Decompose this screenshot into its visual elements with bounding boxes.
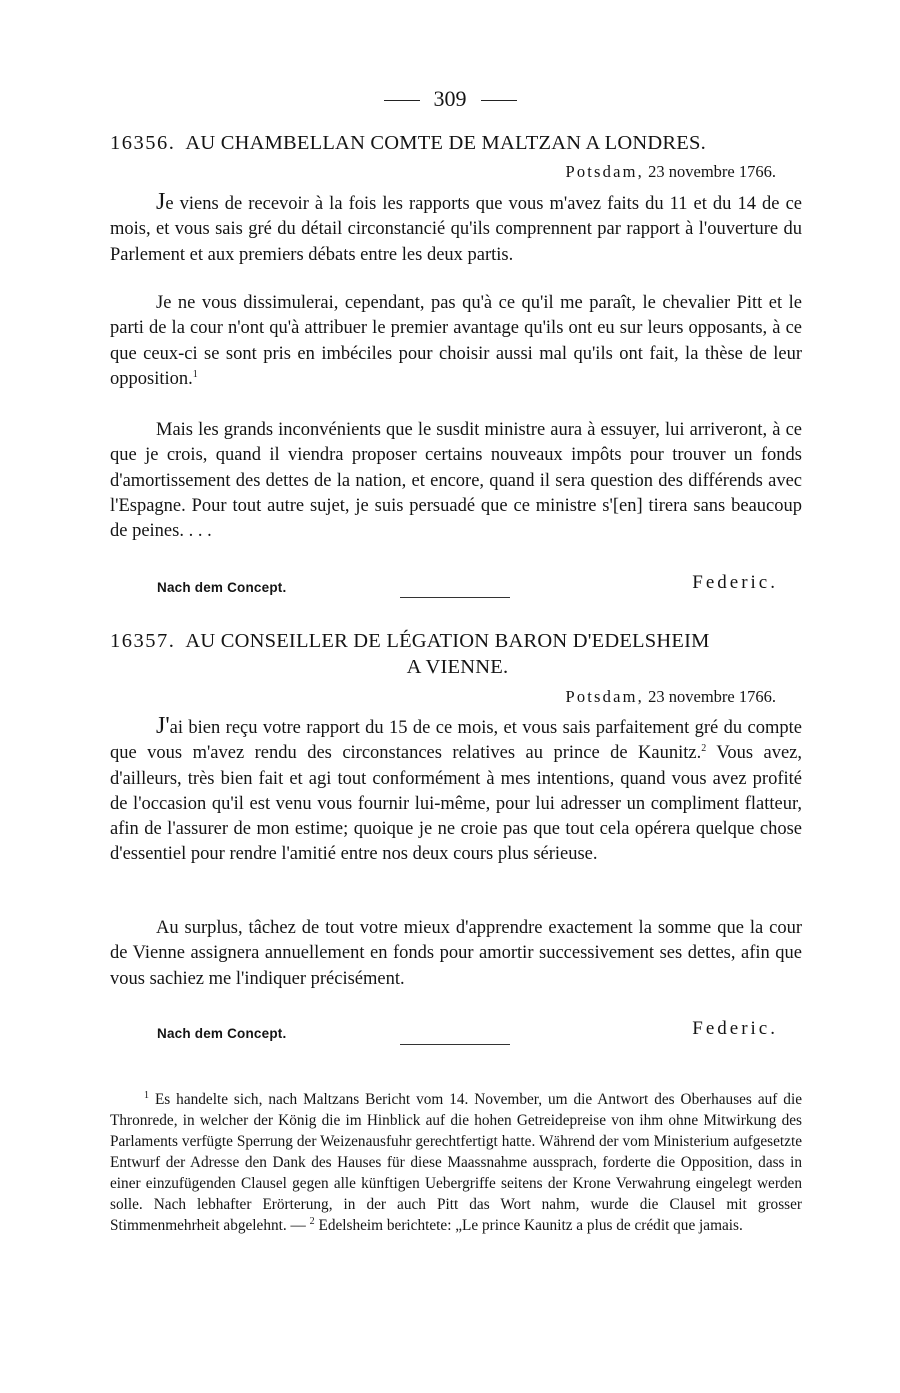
page-number	[0, 86, 900, 112]
page-number-dash-right	[481, 100, 517, 101]
letter-place-date	[565, 162, 776, 182]
letter-paragraph	[110, 291, 802, 392]
letter-paragraph-text: Je ne vous dissimulerai, cependant, pas qu'à ce qu'il me paraît, le chevalier Pitt et le parti de la cour n'ont qu'à attribuer le premier avantage qu'ils ont eu sur leurs opposants, à ce que ceux-ci se sont pris en imbéciles pour choisir aussi mal qu'ils ont fait, la thèse de leur opposition.	[110, 293, 802, 389]
page-number-text: 309	[433, 86, 467, 111]
signature: Federic.	[692, 572, 778, 593]
footnote-mark: 1	[144, 1089, 149, 1101]
letter-number: 16357.	[110, 630, 176, 652]
concept-note: Nach dem Concept.	[157, 1026, 287, 1041]
letter-paragraph: Au surplus, tâchez de tout votre mieux d'apprendre exactement la somme que la cour de Vienne assignera annuellement en fonds pour amortir successivement ses dettes, afin que vous sachiez me l'indiquer précisément.	[110, 918, 802, 989]
letter-date: 23 novembre 1766.	[648, 162, 776, 181]
letter-paragraph: Je viens de recevoir à la fois les rapports que vous m'avez faits du 11 et du 14 de ce mois, et vous sais gré du détail circonstancié qu'ils comprennent par rapport à l'ouverture du Parlement et aux premiers débats entre les deux partis.	[110, 189, 802, 265]
letter-title: AU CHAMBELLAN COMTE DE MALTZAN A LONDRES.	[185, 132, 706, 154]
letter-paragraph-text: J'ai bien reçu votre rapport du 15 de ce mois, et vous sais parfaitement gré du compte que vous m'avez rendu des circonstances relatives au prince de Kaunitz.	[110, 713, 802, 764]
separator-rule	[400, 1044, 510, 1045]
letter-place-date	[565, 687, 776, 707]
letter-paragraph	[110, 714, 802, 868]
letter-paragraph-text: Vous avez, d'ailleurs, très bien fait et agi tout conformément à mes intentions, quand vous avez profité de l'occasion qu'il est venu vous fournir lui-même, pour lui adresser un compliment flatteur, afin de l'assurer de mon estime; quoique je ne croie pas que tout cela opérera quelque chose d'essentiel pour rendre l'amitié entre nos deux cours plus sérieuse.	[110, 743, 802, 865]
separator-rule	[400, 597, 510, 598]
footnote-text: Edelsheim berichtete: „Le prince Kaunitz a plus de crédit que jamais.	[318, 1217, 743, 1234]
letter-number: 16356.	[110, 132, 176, 154]
letter-title: AU CONSEILLER DE LÉGATION BARON D'EDELSHEIM	[185, 630, 710, 652]
footnote-text: Es handelte sich, nach Maltzans Bericht vom 14. November, um die Antwort des Oberhauses auf die Thronrede, in welcher der König die im Hinblick auf die hohen Getreidepreise von ihm ohne Mitwirkung des Parlaments verfügte Sperrung der Weizenausfuhr gerechtfertigt hatte. Während der vom Ministerium aufgesetzte Entwurf der Adresse den Dank des Hauses für diese Maassnahme aussprach, forderte die Opposition, dass in einer einzufügenden Clausel gegen alle künftigen Uebergriffe seitens der Krone Verwahrung eingelegt werden solle. Nach lebhafter Erörterung, in der auch Pitt das Wort nahm, wurde die Clausel mit grosser Stimmenmehrheit abgelehnt. —	[110, 1091, 802, 1234]
concept-note: Nach dem Concept.	[157, 580, 287, 595]
page-number-dash-left	[384, 100, 420, 101]
letter-place: Potsdam,	[565, 687, 645, 706]
footnote-mark: 2	[309, 1215, 315, 1227]
letter-paragraph: Mais les grands inconvénients que le susdit ministre aura à essuyer, lui arriveront, à ce que je crois, quand il viendra proposer certains nouveaux impôts pour trouver un fonds d'amortissement des dettes de la nation, et encore, quand il sera question des différends avec l'Espagne. Pour tout autre sujet, je suis persuadé que ce ministre s'[en] tirera sans beaucoup de peines. . . .	[110, 420, 802, 542]
letter-heading	[110, 130, 805, 156]
letter-heading	[110, 628, 805, 680]
letter-title-continuation: A VIENNE.	[406, 656, 509, 678]
letter-place: Potsdam,	[565, 162, 645, 181]
letter-date: 23 novembre 1766.	[648, 687, 776, 706]
footnote-reference: 2	[701, 743, 707, 755]
footnote-reference: 1	[192, 368, 198, 380]
signature: Federic.	[692, 1018, 778, 1039]
footnotes	[110, 1089, 802, 1236]
footnote-1	[110, 1089, 802, 1236]
